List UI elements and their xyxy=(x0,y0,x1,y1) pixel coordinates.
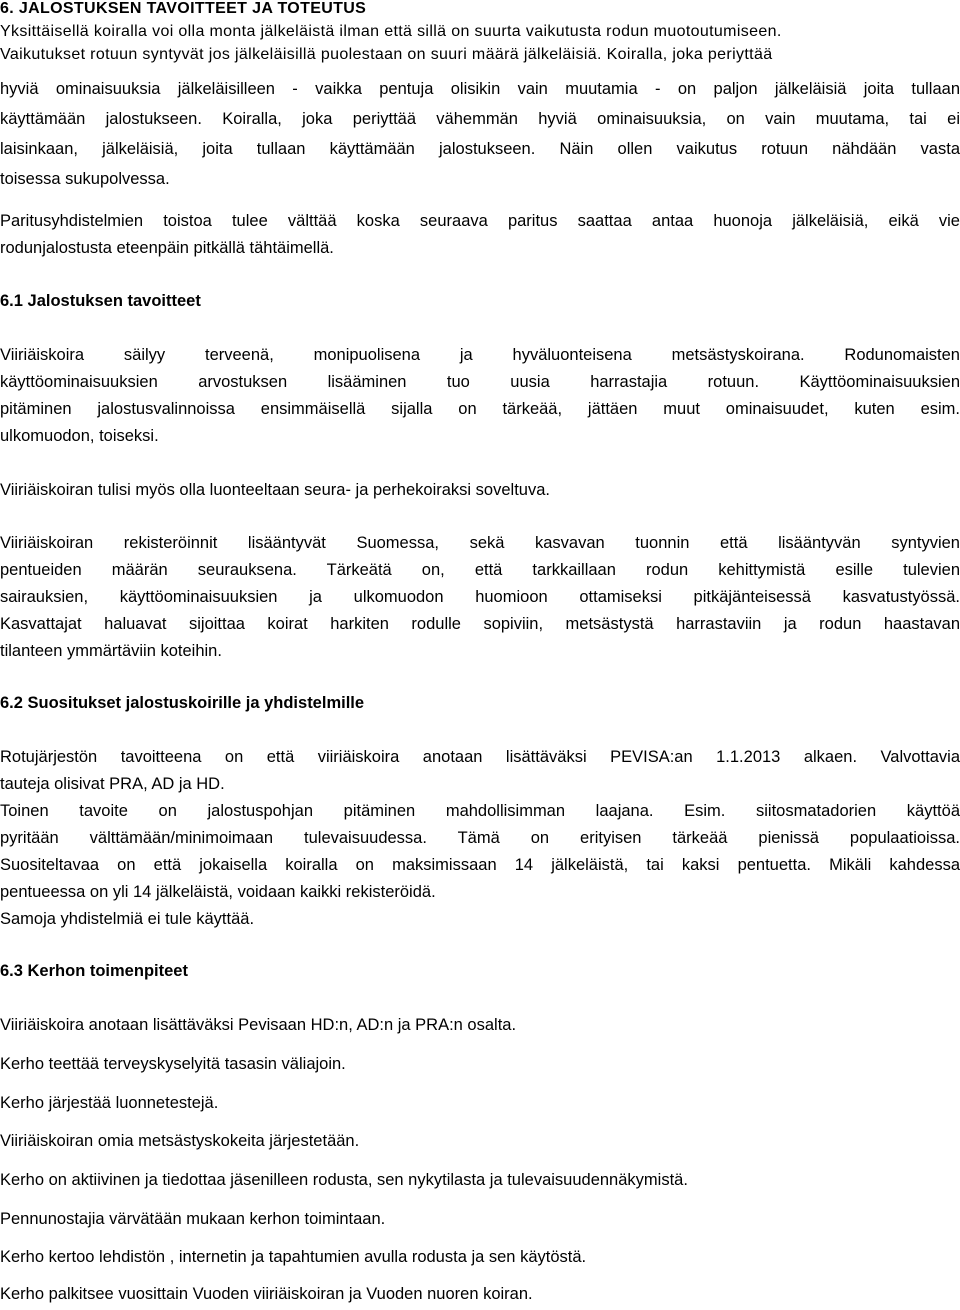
paragraph-line: Viiriäiskoiran tulisi myös olla luonteeltaan seura- ja perhekoiraksi soveltuva. xyxy=(0,481,550,499)
section-6-3-item-3 xyxy=(0,1128,960,1155)
section-6-3-item-7 xyxy=(0,1281,960,1308)
paragraph-line: pentueessa on yli 14 jälkeläistä, voidaan kaikki rekisteröidä. xyxy=(0,883,436,901)
section-6-1-para3 xyxy=(0,530,960,665)
paragraph-line: Suositeltavaa on että jokaisella koiralla on maksimissaan 14 jälkeläistä, tai kaksi pentuetta. Mikäli kahdessa xyxy=(0,856,960,874)
intro-line: Yksittäisellä koiralla voi olla monta jälkeläistä ilman että sillä on suurta vaikutusta rodun muotoutumiseen. xyxy=(0,23,782,40)
paragraph-line: Viiriäiskoiran rekisteröinnit lisääntyvät Suomessa, sekä kasvavan tuonnin että lisääntyvän syntyvien xyxy=(0,534,960,552)
paragraph-line: tauteja olisivat PRA, AD ja HD. xyxy=(0,775,225,793)
section-6-1-heading: 6.1 Jalostuksen tavoitteet xyxy=(0,292,201,310)
action-item: Kerho järjestää luonnetestejä. xyxy=(0,1094,219,1112)
intro-line: toisessa sukupolvessa. xyxy=(0,170,170,188)
section-6-3-item-5 xyxy=(0,1206,960,1233)
section-6-2 xyxy=(0,690,960,717)
paragraph-line: rodunjalostusta eteenpäin pitkällä tähtäimellä. xyxy=(0,239,334,257)
section-6-3-heading: 6.3 Kerhon toimenpiteet xyxy=(0,962,188,980)
intro-line: käyttämään jalostukseen. Koiralla, joka periyttää vähemmän hyviä ominaisuuksia, on vain muutama, tai ei xyxy=(0,110,960,128)
action-item: Pennunostajia värvätään mukaan kerhon toimintaan. xyxy=(0,1210,386,1228)
paragraph-line: pitäminen jalostusvalinnoissa ensimmäisellä sijalla on tärkeää, jättäen muut ominaisuudet, kuten esim. xyxy=(0,400,960,418)
paragraph-line: Rotujärjestön tavoitteena on että viiriäiskoira anotaan lisättäväksi PEVISA:an 1.1.2013 alkaen. Valvottavia xyxy=(0,748,960,766)
pairing-paragraph xyxy=(0,208,960,262)
action-item: Kerho kertoo lehdistön , internetin ja tapahtumien avulla rodusta ja sen käytöstä. xyxy=(0,1248,587,1266)
paragraph-line: Toinen tavoite on jalostuspohjan pitäminen mahdollisimman laajana. Esim. siitosmatadorien käyttöä xyxy=(0,802,960,820)
intro-line: laisinkaan, jälkeläisiä, joita tullaan käyttämään jalostukseen. Näin ollen vaikutus rotuun nähdään vasta xyxy=(0,140,960,158)
paragraph-line: Kasvattajat haluavat sijoittaa koirat harkiten rodulle sopiviin, metsästystä harrastaviin ja rodun haastavan xyxy=(0,615,960,633)
section-6-1 xyxy=(0,288,960,315)
section-6-2-heading: 6.2 Suositukset jalostuskoirille ja yhdistelmille xyxy=(0,694,365,712)
paragraph-line: tilanteen ymmärtäviin koteihin. xyxy=(0,642,222,660)
section-6-3-item-0 xyxy=(0,1012,960,1039)
action-item: Kerho palkitsee vuosittain Vuoden viiriäiskoiran ja Vuoden nuoren koiran. xyxy=(0,1285,533,1303)
section-6-3-item-2 xyxy=(0,1090,960,1117)
paragraph-line: pyritään välttämään/minimoimaan tulevaisuudessa. Tämä on erityisen tärkeää pienissä populaatioissa. xyxy=(0,829,960,847)
section-6-intro xyxy=(0,20,960,67)
section-6-block xyxy=(0,0,960,20)
section-6-3-item-1 xyxy=(0,1051,960,1078)
section-6-intro-cont xyxy=(0,74,960,194)
intro-line: Vaikutukset rotuun syntyvät jos jälkeläisillä puolestaan on suuri määrä jälkeläisiä. Koiralla, joka periyttää xyxy=(0,46,773,63)
paragraph-line: pentueiden määrän seurauksena. Tärkeätä on, että tarkkaillaan rodun kehittymistä esille tulevien xyxy=(0,561,960,579)
action-item: Kerho teettää terveyskyselyitä tasasin väliajoin. xyxy=(0,1055,346,1073)
paragraph-line: Samoja yhdistelmiä ei tule käyttää. xyxy=(0,910,255,928)
action-item: Kerho on aktiivinen ja tiedottaa jäsenilleen rodusta, sen nykytilasta ja tulevaisuudennäkymistä. xyxy=(0,1171,688,1189)
paragraph-line: sairauksien, käyttöominaisuuksien ja ulkomuodon huomioon ottamiseksi pitkäjänteisessä kasvatustyössä. xyxy=(0,588,960,606)
paragraph-line: Paritusyhdistelmien toistoa tulee välttää koska seuraava paritus saattaa antaa huonoja jälkeläisiä, eikä vie xyxy=(0,212,960,230)
section-6-1-para2 xyxy=(0,477,960,504)
section-6-3-item-6 xyxy=(0,1244,960,1271)
action-item: Viiriäiskoira anotaan lisättäväksi Pevisaan HD:n, AD:n ja PRA:n osalta. xyxy=(0,1016,517,1034)
section-6-2-body xyxy=(0,744,960,933)
paragraph-line: ulkomuodon, toiseksi. xyxy=(0,427,159,445)
section-6-3-item-4 xyxy=(0,1167,960,1194)
intro-line: hyviä ominaisuuksia jälkeläisilleen - vaikka pentuja olisikin vain muutamia - on paljon jälkeläisiä joita tullaan xyxy=(0,80,960,98)
section-6-3 xyxy=(0,958,960,985)
action-item: Viiriäiskoiran omia metsästyskokeita järjestetään. xyxy=(0,1132,360,1150)
section-6-1-para1 xyxy=(0,342,960,450)
paragraph-line: Viiriäiskoira säilyy terveenä, monipuolisena ja hyväluonteisena metsästyskoirana. Rodunomaisten xyxy=(0,346,960,364)
paragraph-line: käyttöominaisuuksien arvostuksen lisääminen tuo uusia harrastajia rotuun. Käyttöominaisuuksien xyxy=(0,373,960,391)
section-6-heading: 6. JALOSTUKSEN TAVOITTEET JA TOTEUTUS xyxy=(0,0,367,17)
